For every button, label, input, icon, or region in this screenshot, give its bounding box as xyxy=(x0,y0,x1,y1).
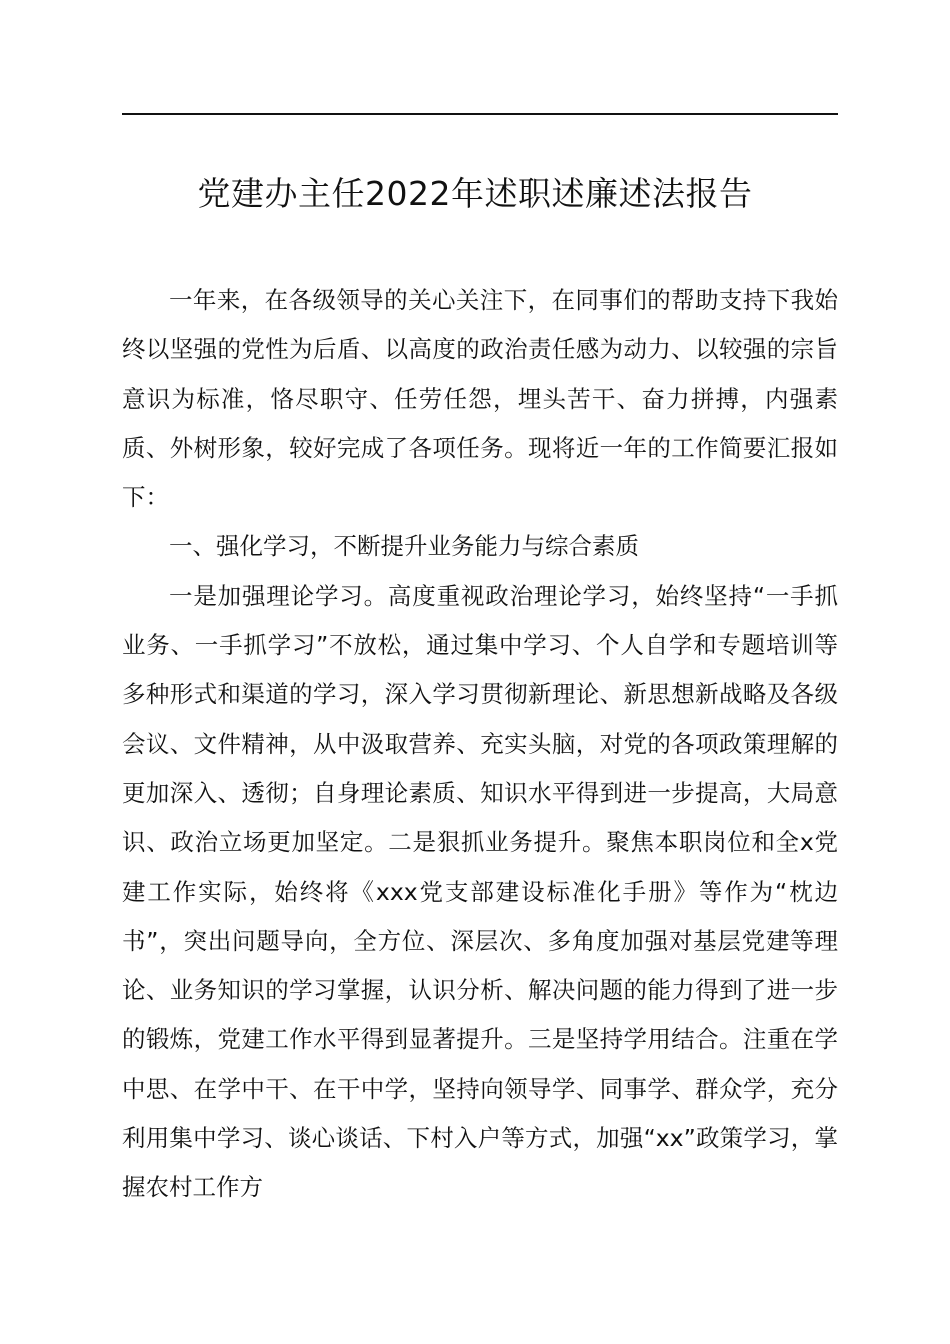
section-heading-1: 一、强化学习，不断提升业务能力与综合素质 xyxy=(169,532,639,561)
page-title: 党建办主任2022年述职述廉述法报告 xyxy=(197,174,753,213)
header-rule xyxy=(122,113,838,115)
paragraph-study: 一是加强理论学习。高度重视政治理论学习，始终坚持“一手抓业务、一手抓学习”不放松，通过集中学习、个人自学和专题培训等多种形式和渠道的学习，深入学习贯彻新理论、新思想新战略及各级会议、文件精神，从中汲取营养、充实头脑，对党的各项政策理解的更加深入、透彻；自身理论素质、知识水平得到进一步提高，大局意识、政治立场更加坚定。二是狠抓业务提升。聚焦本职岗位和全x党建工作实际，始终将《xxx党支部建设标准化手册》等作为“枕边书”，突出问题导向，全方位、深层次、多角度加强对基层党建等理论、业务知识的学习掌握，认识分析、解决问题的能力得到了进一步的锻炼，党建工作水平得到显著提升。三是坚持学用结合。注重在学中思、在学中干、在干中学，坚持向领导学、同事学、群众学，充分利用集中学习、谈心谈话、下村入户等方式，加强“xx”政策学习，掌握农村工作方 xyxy=(122,581,838,1202)
paragraph-intro: 一年来，在各级领导的关心关注下，在同事们的帮助支持下我始终以坚强的党性为后盾、以高度的政治责任感为动力、以较强的宗旨意识为标准，恪尽职守、任劳任怨，埋头苦干、奋力拼搏，内强素质、外树形象，较好完成了各项任务。现将近一年的工作简要汇报如下： xyxy=(122,286,838,512)
document-body xyxy=(122,276,838,1213)
